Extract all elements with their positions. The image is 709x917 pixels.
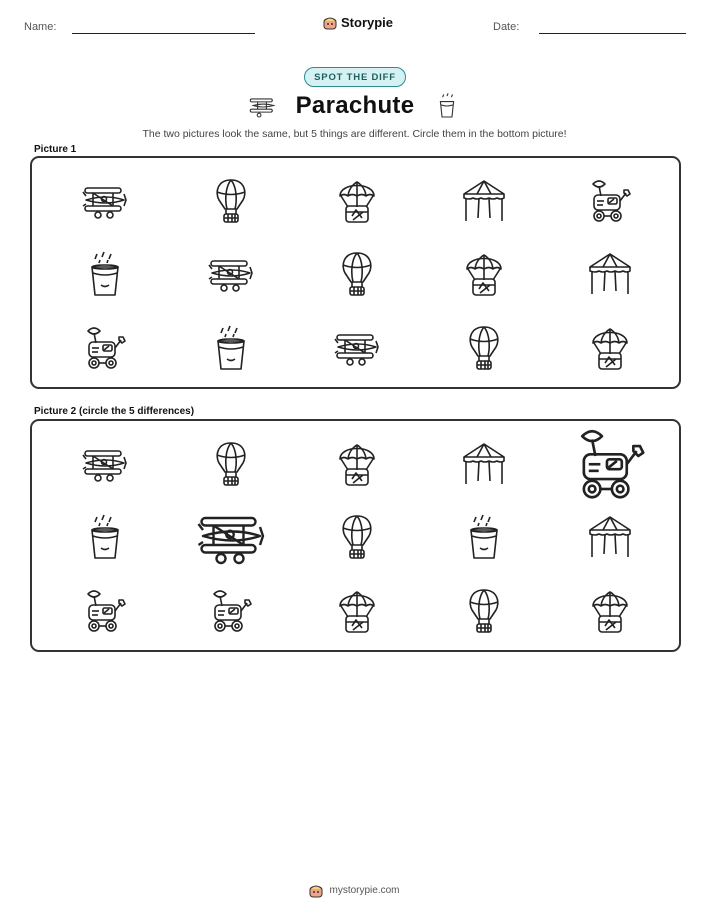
biplane-icon <box>80 439 130 489</box>
picture1-cell <box>421 164 547 238</box>
spot-the-diff-badge: SPOT THE DIFF <box>304 67 406 87</box>
rain-bucket-icon <box>80 512 130 562</box>
picture1-panel <box>30 156 681 389</box>
rover-icon <box>80 323 130 373</box>
rover-icon <box>569 423 652 506</box>
picture2-cell[interactable] <box>168 427 294 501</box>
parachute-crate-icon <box>332 586 382 636</box>
canopy-tent-icon <box>459 439 509 489</box>
picture1-cell <box>42 311 168 385</box>
picture2-cell[interactable] <box>168 574 294 648</box>
footer <box>0 882 709 898</box>
biplane-icon <box>194 500 269 575</box>
picture1-cell <box>294 238 420 312</box>
rover-icon <box>80 586 130 636</box>
brand-logo <box>323 14 393 30</box>
date-label: Date: <box>493 21 520 33</box>
picture1-cell <box>547 164 673 238</box>
picture2-cell[interactable] <box>421 427 547 501</box>
picture1-cell <box>42 164 168 238</box>
hot-air-balloon-icon <box>332 512 382 562</box>
footer-site[interactable]: mystorypie.com <box>329 884 400 896</box>
picture1-cell <box>294 311 420 385</box>
parachute-crate-icon <box>332 176 382 226</box>
biplane-icon <box>332 323 382 373</box>
pie-mascot-icon <box>323 14 337 30</box>
picture2-cell[interactable] <box>421 574 547 648</box>
biplane-icon <box>206 249 256 299</box>
rover-icon <box>206 586 256 636</box>
rover-icon <box>585 176 635 226</box>
picture1-cell <box>421 311 547 385</box>
picture2-cell[interactable] <box>42 427 168 501</box>
picture2-cell[interactable] <box>421 501 547 575</box>
parachute-crate-icon <box>459 249 509 299</box>
brand-name: Storypie <box>341 14 394 30</box>
hot-air-balloon-icon <box>459 323 509 373</box>
picture1-label: Picture 1 <box>34 144 77 155</box>
name-label: Name: <box>24 21 57 33</box>
instructions: The two pictures look the same, but 5 things are different. Circle them in the bottom picture! <box>142 128 567 140</box>
canopy-tent-icon <box>585 249 635 299</box>
rain-bucket-icon <box>80 249 130 299</box>
parachute-crate-icon <box>585 586 635 636</box>
picture1-cell <box>547 311 673 385</box>
hot-air-balloon-icon <box>459 586 509 636</box>
picture1-cell <box>547 238 673 312</box>
hot-air-balloon-icon <box>332 249 382 299</box>
canopy-tent-icon <box>585 512 635 562</box>
picture1-cell <box>168 164 294 238</box>
rain-bucket-icon <box>206 323 256 373</box>
parachute-crate-icon <box>585 323 635 373</box>
picture1-cell <box>421 238 547 312</box>
rain-bucket-icon <box>436 92 458 120</box>
name-line[interactable] <box>72 33 255 34</box>
parachute-crate-icon <box>332 439 382 489</box>
picture1-cell <box>42 238 168 312</box>
picture1-cell <box>294 164 420 238</box>
picture2-cell[interactable] <box>294 501 420 575</box>
picture2-panel[interactable] <box>30 419 681 652</box>
picture2-cell[interactable] <box>547 574 673 648</box>
picture2-label: Picture 2 (circle the 5 differences) <box>34 406 195 417</box>
page-title: Parachute <box>295 92 415 119</box>
picture2-cell[interactable] <box>294 427 420 501</box>
date-line[interactable] <box>539 33 686 34</box>
picture1-cell <box>168 238 294 312</box>
picture2-cell[interactable] <box>294 574 420 648</box>
canopy-tent-icon <box>459 176 509 226</box>
picture2-cell[interactable] <box>547 501 673 575</box>
rain-bucket-icon <box>459 512 509 562</box>
hot-air-balloon-icon <box>206 439 256 489</box>
picture2-cell[interactable] <box>42 501 168 575</box>
hot-air-balloon-icon <box>206 176 256 226</box>
picture2-cell[interactable] <box>168 501 294 575</box>
biplane-icon <box>80 176 130 226</box>
picture1-cell <box>168 311 294 385</box>
pie-mascot-icon <box>309 882 323 898</box>
picture2-cell[interactable] <box>42 574 168 648</box>
picture2-cell[interactable] <box>547 427 673 501</box>
